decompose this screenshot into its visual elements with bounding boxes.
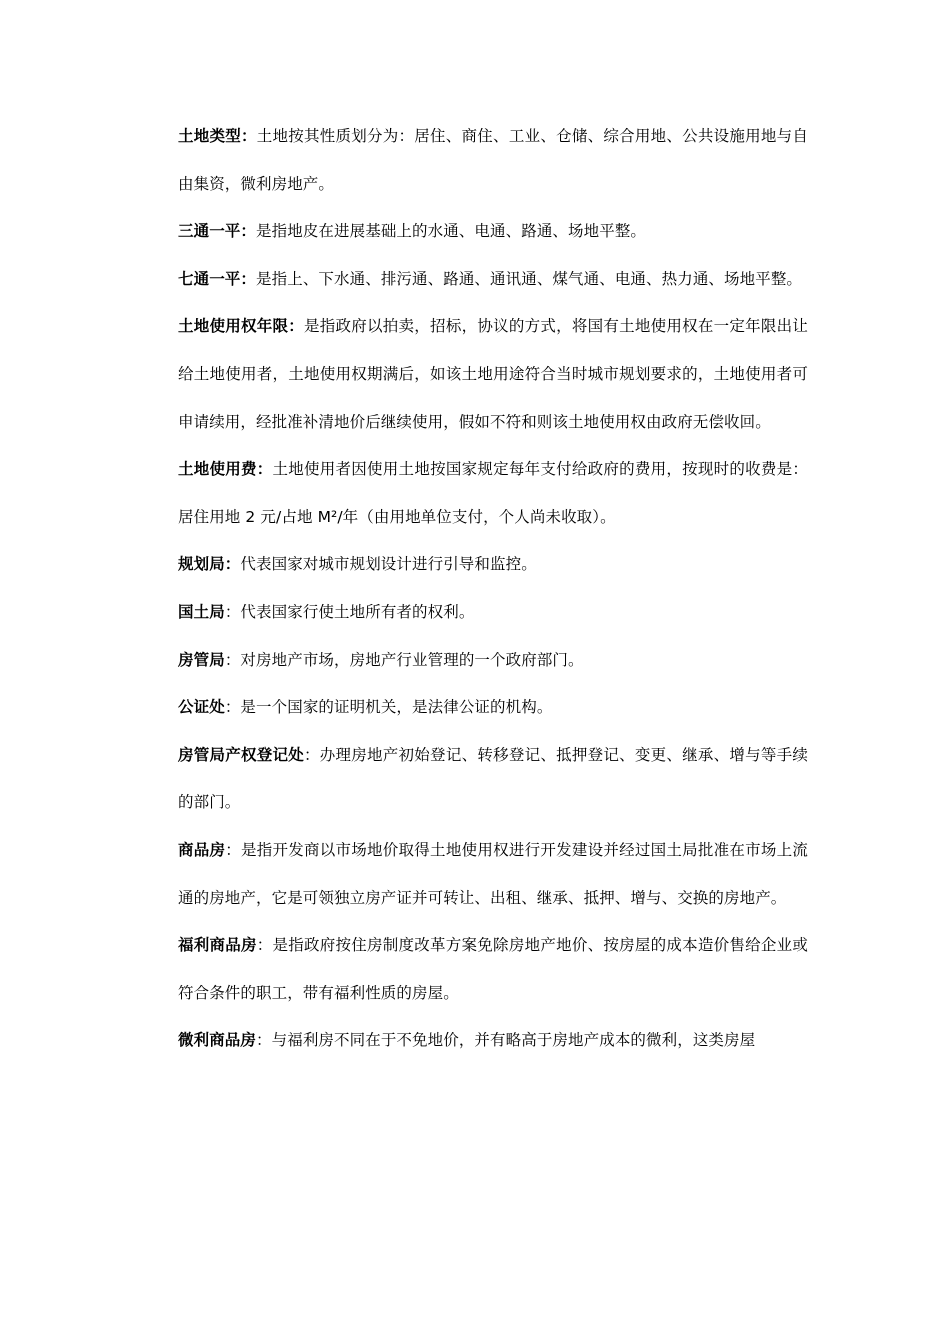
definition-housing-bureau: ：对房地产市场，房地产行业管理的一个政府部门。 <box>224 650 584 669</box>
entry-property-registration <box>178 732 808 827</box>
term-commercial-housing: 商品房 <box>178 840 226 859</box>
term-land-type: 土地类型： <box>178 127 257 145</box>
entry-three-connections <box>178 208 808 256</box>
term-notary-office: 公证处 <box>178 698 225 717</box>
entry-seven-connections <box>178 256 808 304</box>
entry-low-profit-housing <box>178 1017 808 1065</box>
definition-seven-connections: 是指上、下水通、排污通、路通、通讯通、煤气通、电通、热力通、场地平整。 <box>256 269 803 288</box>
entry-planning-bureau <box>178 541 808 589</box>
definition-land-type: 土地按其性质划分为：居住、商住、工业、仓储、综合用地、公共设施用地与自由集资，微利房地产。 <box>178 127 808 193</box>
term-low-profit-housing: 微利商品房 <box>178 1031 257 1050</box>
definition-land-use-fee: 土地使用者因使用土地按国家规定每年支付给政府的费用，按现时的收费是：居住用地 2 元/占地 M²/年（由用地单位支付，个人尚未收取）。 <box>178 460 808 526</box>
definition-land-use-term: 是指政府以拍卖，招标，协议的方式，将国有土地使用权在一定年限出让给土地使用者，土地使用权期满后，如该土地用途符合当时城市规划要求的，土地使用者可申请续用，经批准补清地价后继续使用，假如不符和则该土地使用权由政府无偿收回。 <box>178 317 808 431</box>
term-seven-connections: 七通一平： <box>178 269 257 288</box>
definition-notary-office: ：是一个国家的证明机关，是法律公证的机构。 <box>224 698 553 717</box>
term-planning-bureau: 规划局： <box>178 555 241 574</box>
entry-housing-bureau <box>178 637 808 685</box>
definition-planning-bureau: 代表国家对城市规划设计进行引导和监控。 <box>240 555 537 574</box>
entry-commercial-housing <box>178 827 808 922</box>
entry-welfare-housing <box>178 922 808 1017</box>
entry-land-type <box>178 113 808 208</box>
glossary-body <box>178 113 808 1065</box>
term-welfare-housing: 福利商品房 <box>178 936 257 955</box>
definition-land-resources-bureau: ：代表国家行使土地所有者的权利。 <box>224 602 475 621</box>
term-property-registration: 房管局产权登记处 <box>178 745 305 764</box>
term-three-connections: 三通一平： <box>178 222 257 241</box>
term-housing-bureau: 房管局 <box>178 650 225 669</box>
definition-welfare-housing: ：是指政府按住房制度改革方案免除房地产地价、按房屋的成本造价售给企业或符合条件的职工，带有福利性质的房屋。 <box>178 936 808 1002</box>
term-land-use-term: 土地使用权年限： <box>178 317 305 336</box>
definition-low-profit-housing: ：与福利房不同在于不免地价，并有略高于房地产成本的微利，这类房屋 <box>256 1031 756 1050</box>
entry-notary-office <box>178 684 808 732</box>
entry-land-resources-bureau <box>178 589 808 637</box>
entry-land-use-fee <box>178 446 808 541</box>
term-land-resources-bureau: 国土局 <box>178 602 225 621</box>
definition-three-connections: 是指地皮在进展基础上的水通、电通、路通、场地平整。 <box>256 222 647 241</box>
term-land-use-fee: 土地使用费： <box>178 460 273 479</box>
definition-commercial-housing: ：是指开发商以市场地价取得土地使用权进行开发建设并经过国土局批准在市场上流通的房地产，它是可领独立房产证并可转让、出租、继承、抵押、增与、交换的房地产。 <box>178 840 808 907</box>
definition-property-registration: ：办理房地产初始登记、转移登记、抵押登记、变更、继承、增与等手续的部门。 <box>178 745 808 812</box>
entry-land-use-term <box>178 303 808 446</box>
